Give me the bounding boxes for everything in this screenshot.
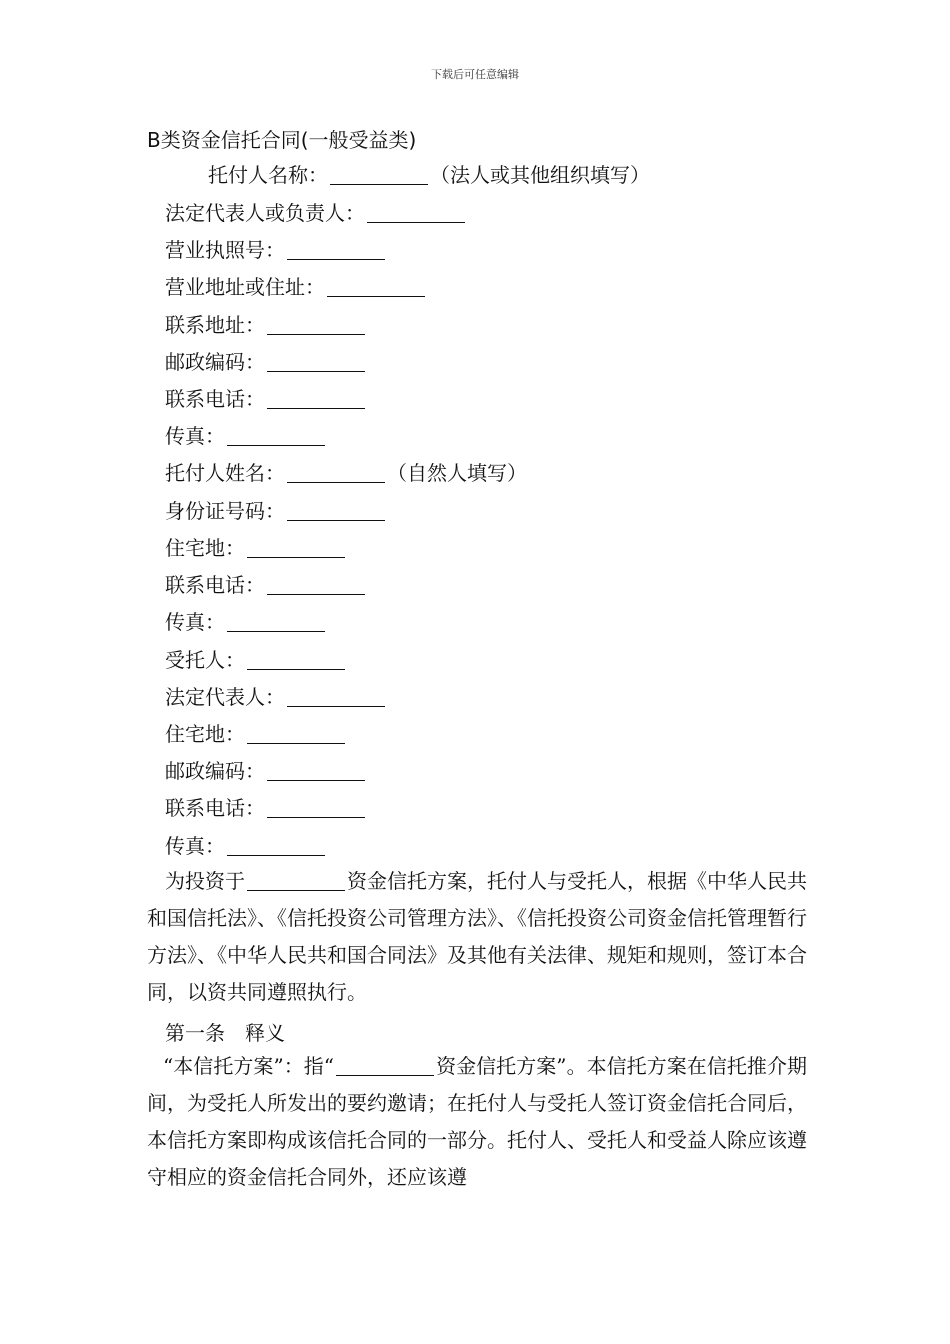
article-text-after: 资金信托方案”。本信托方案在信托推介期间，为受托人所发出的要约邀请；在托付人与受托人签订资金信托合同后，本信托方案即构成该信托合同的一部分。托付人、受托人和受益人除应该遵守相应的资金信托合同外，还应该遵 (147, 1054, 807, 1189)
field-label: 邮政编码： (165, 350, 265, 374)
field-line (165, 346, 367, 375)
fill-blank[interactable] (267, 388, 365, 409)
page-header: 下载后可任意编辑 (431, 68, 519, 81)
fill-blank[interactable] (267, 760, 365, 781)
field-label: 身份证号码： (165, 499, 285, 523)
intro-text-before: 为投资于 (165, 869, 245, 893)
field-label: 住宅地： (165, 722, 245, 746)
field-label: 营业执照号： (165, 238, 285, 262)
field-line (165, 606, 327, 635)
fill-blank[interactable] (227, 835, 325, 856)
article-paragraph (147, 1048, 807, 1196)
fill-blank[interactable] (227, 611, 325, 632)
field-line (165, 420, 327, 449)
field-label: 法定代表人或负责人： (165, 201, 365, 225)
field-label: 营业地址或住址： (165, 275, 325, 299)
field-note: （法人或其他组织填写） (430, 163, 650, 187)
field-label: 联系电话： (165, 387, 265, 411)
field-line (165, 309, 367, 338)
field-line (165, 830, 327, 859)
field-label: 联系电话： (165, 796, 265, 820)
field-line (165, 234, 387, 263)
field-line (165, 755, 367, 784)
field-line (165, 197, 467, 226)
fill-blank[interactable] (227, 425, 325, 446)
field-line (165, 532, 347, 561)
field-line (165, 383, 367, 412)
document-title: B类资金信托合同(一般受益类) (147, 128, 417, 152)
field-line (165, 495, 387, 524)
article-heading: 第一条 释义 (165, 1021, 285, 1045)
field-line (165, 457, 527, 486)
fill-blank[interactable] (336, 1055, 434, 1076)
fill-blank[interactable] (267, 574, 365, 595)
field-label: 联系地址： (165, 313, 265, 337)
field-label: 托付人姓名： (165, 461, 285, 485)
field-line (165, 271, 427, 300)
fill-blank[interactable] (330, 164, 428, 185)
field-line (165, 792, 367, 821)
fill-blank[interactable] (247, 723, 345, 744)
fill-blank[interactable] (247, 537, 345, 558)
field-label: 邮政编码： (165, 759, 265, 783)
field-label: 传真： (165, 834, 225, 858)
field-label: 住宅地： (165, 536, 245, 560)
fill-blank[interactable] (247, 649, 345, 670)
fill-blank[interactable] (267, 797, 365, 818)
field-note: （自然人填写） (387, 461, 527, 485)
intro-text-after: 资金信托方案，托付人与受托人，根据《中华人民共和国信托法》、《信托投资公司管理方法》、《信托投资公司资金信托管理暂行方法》、《中华人民共和国合同法》及其他有关法律、规矩和规则，签订本合同，以资共同遵照执行。 (147, 869, 807, 1004)
intro-paragraph (147, 863, 807, 1011)
fill-blank[interactable] (327, 276, 425, 297)
field-line (165, 569, 367, 598)
fill-blank[interactable] (247, 870, 345, 891)
field-line (165, 681, 387, 710)
field-line (165, 718, 347, 747)
fill-blank[interactable] (287, 686, 385, 707)
field-label: 传真： (165, 424, 225, 448)
field-label: 法定代表人： (165, 685, 285, 709)
article-text-before: “本信托方案”：指“ (163, 1054, 335, 1078)
field-line (165, 644, 347, 673)
fill-blank[interactable] (267, 314, 365, 335)
fill-blank[interactable] (287, 462, 385, 483)
field-label: 联系电话： (165, 573, 265, 597)
field-line (208, 159, 650, 188)
field-label: 托付人名称： (208, 163, 328, 187)
field-label: 传真： (165, 610, 225, 634)
field-label: 受托人： (165, 648, 245, 672)
fill-blank[interactable] (287, 500, 385, 521)
fill-blank[interactable] (367, 202, 465, 223)
fill-blank[interactable] (267, 351, 365, 372)
fill-blank[interactable] (287, 239, 385, 260)
